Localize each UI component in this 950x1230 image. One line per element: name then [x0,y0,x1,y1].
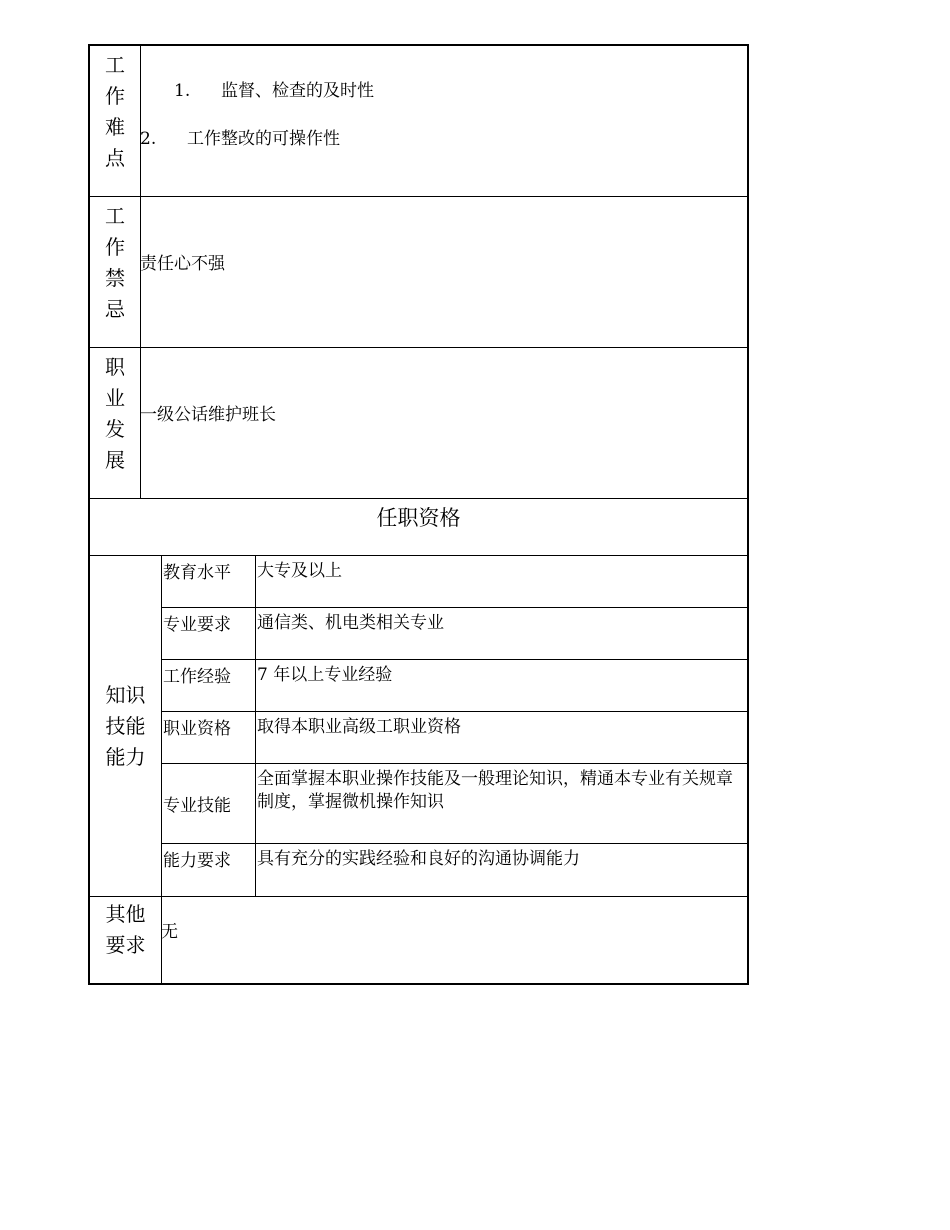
ability-value: 具有充分的实践经验和良好的沟通协调能力 [257,849,580,869]
list-item: 2. 工作整改的可操作性 [140,129,340,149]
table-row [162,844,747,896]
experience-value: 7 年以上专业经验 [257,665,393,685]
other-requirements-label: 其他 要求 [90,897,162,983]
table-row [162,608,747,660]
table-row [162,556,747,608]
ability-label: 能力要求 [162,844,256,896]
other-requirements-row [90,897,747,983]
professional-skills-value: 全面掌握本职业操作技能及一般理论知识，精通本专业有关规章制度，掌握微机操作知识 [257,769,733,812]
knowledge-skills-ability-label: 知识 技能 能力 [90,556,162,896]
major-value: 通信类、机电类相关专业 [257,613,444,633]
experience-label: 工作经验 [162,660,256,711]
professional-skills-label: 专业技能 [162,764,256,843]
career-development-row [90,348,747,499]
qualifications-title: 任职资格 [90,499,747,556]
list-item: 1. 监督、检查的及时性 [174,81,374,101]
career-development-label: 职 业 发 展 [90,348,141,498]
major-label: 专业要求 [162,608,256,659]
work-taboo-row [90,197,747,348]
work-difficulty-row [90,46,747,197]
work-taboo-label: 工 作 禁 忌 [90,197,141,347]
table-row [162,712,747,764]
work-difficulty-content [141,46,747,196]
work-taboo-content: 责任心不强 [140,254,225,274]
education-value: 大专及以上 [257,561,342,581]
certification-label: 职业资格 [162,712,256,763]
other-requirements-content: 无 [161,922,178,942]
table-row [162,660,747,712]
education-label: 教育水平 [162,556,256,607]
work-difficulty-label: 工 作 难 点 [90,46,141,196]
qualifications-section [90,556,747,897]
qualifications-rows [162,556,747,896]
job-description-table [88,44,749,985]
table-row [162,764,747,844]
career-development-content: 一级公话维护班长 [140,405,276,425]
certification-value: 取得本职业高级工职业资格 [257,717,461,737]
